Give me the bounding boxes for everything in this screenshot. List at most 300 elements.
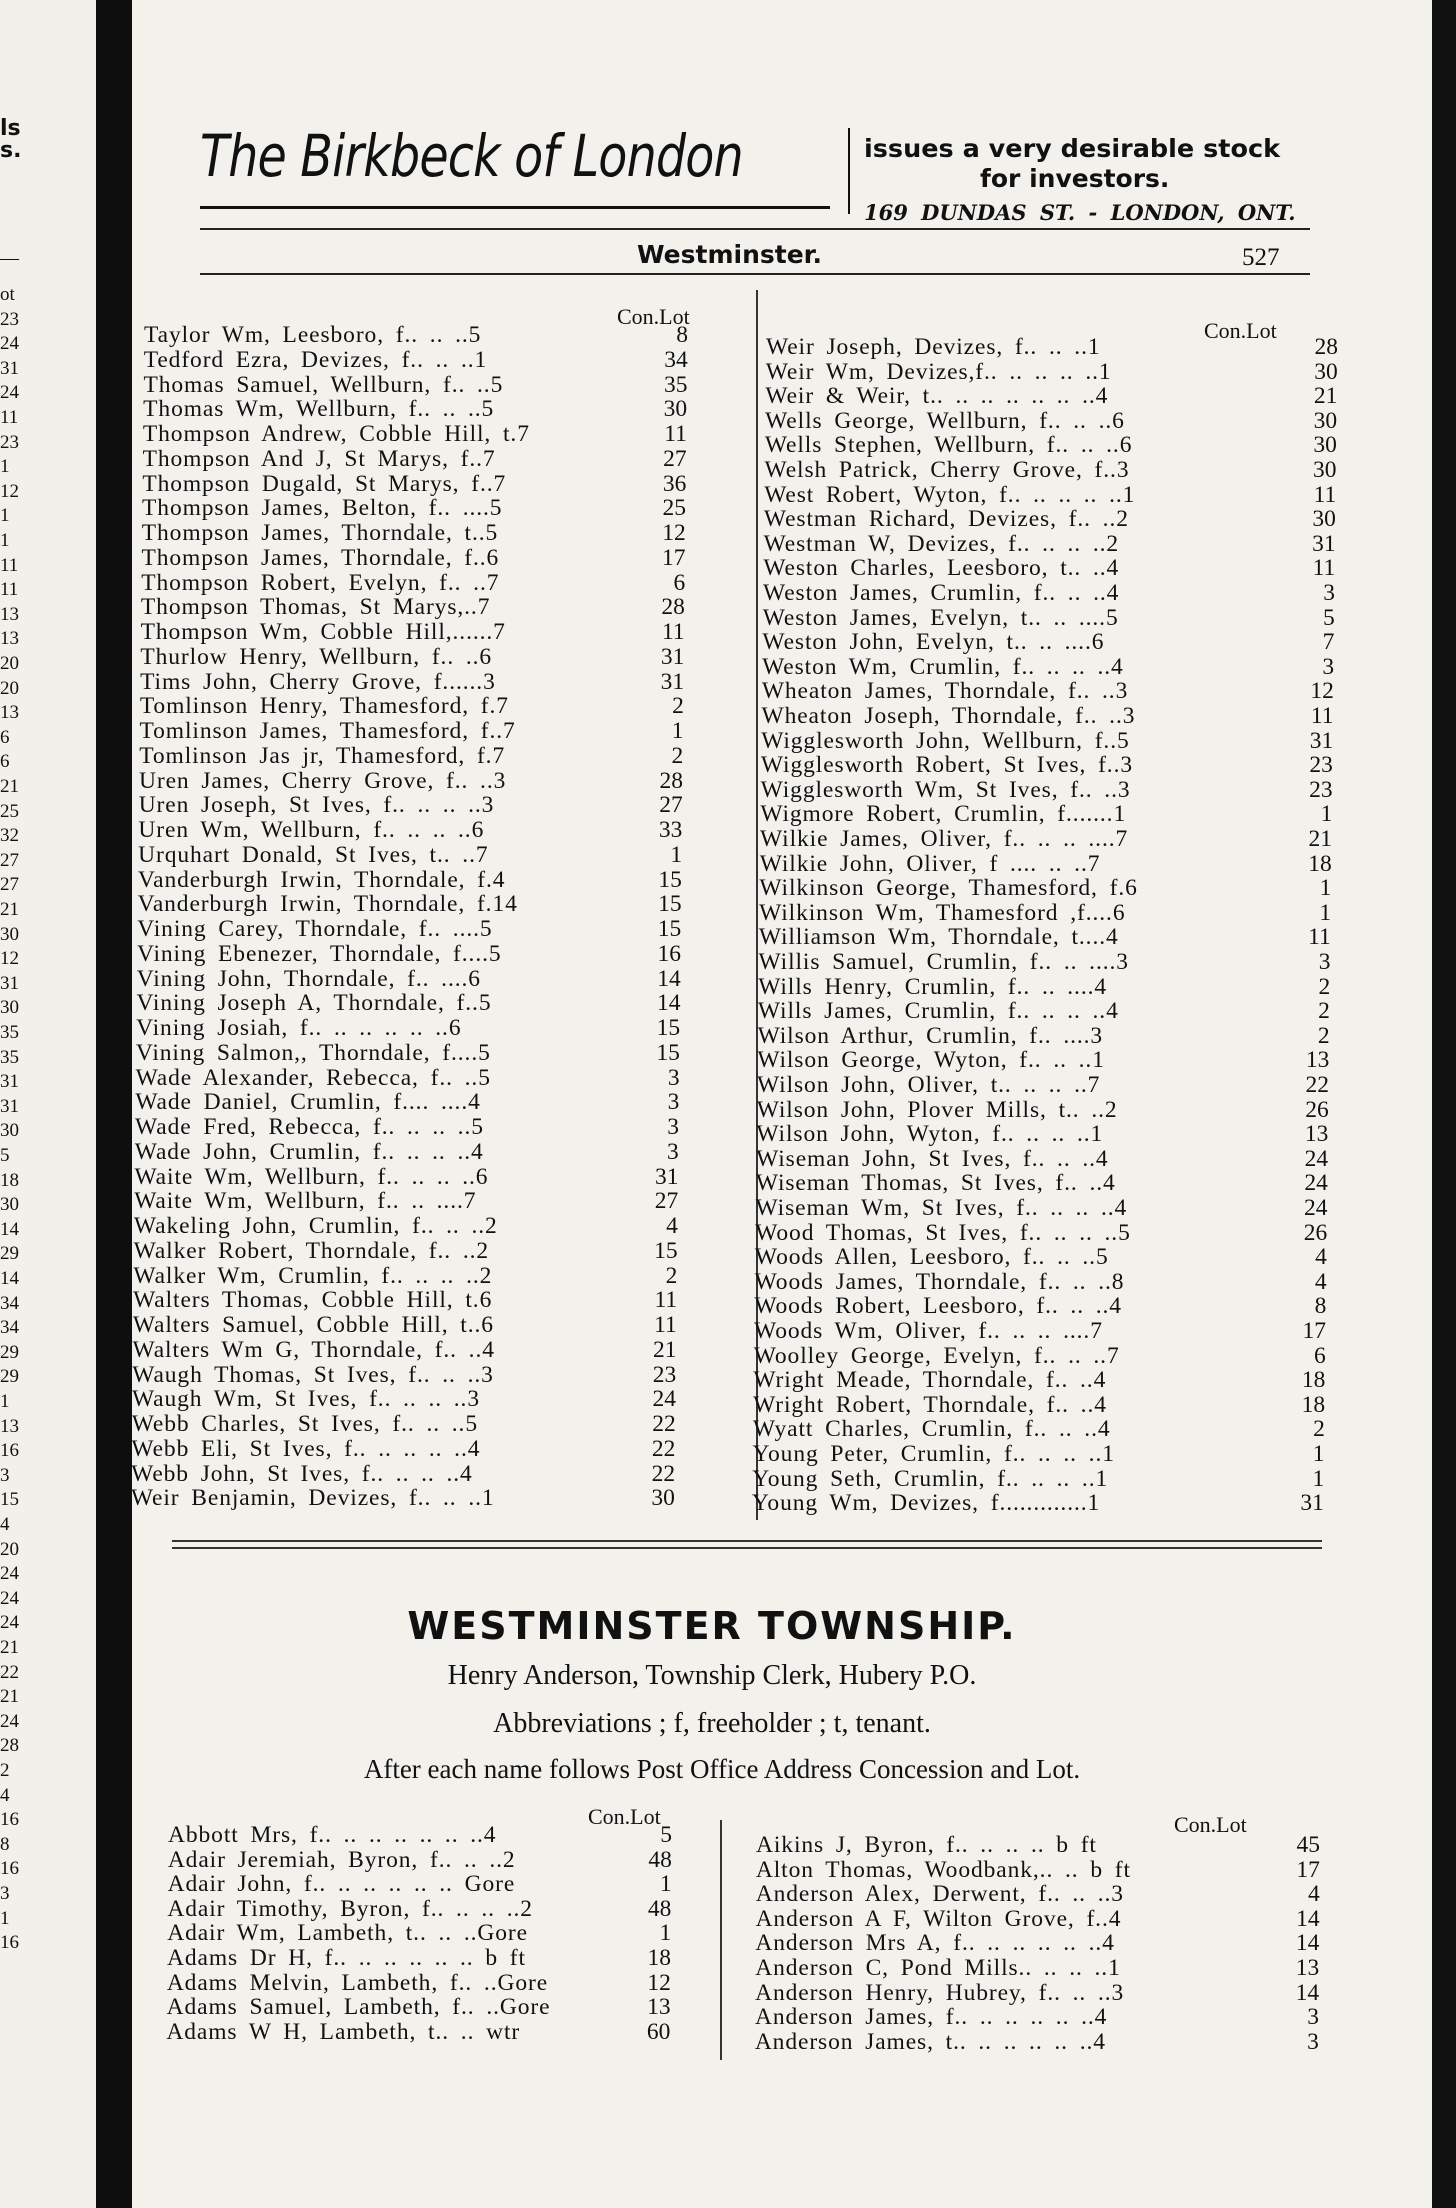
entry-name: Tims John, Cherry Grove, f......3	[140, 668, 496, 695]
entry-name: Thurlow Henry, Wellburn, f.. ..6	[140, 643, 493, 670]
strip-number: 4	[0, 1784, 10, 1806]
entry-name: Woods Wm, Oliver, f.. .. .. ....7	[754, 1318, 1103, 1344]
strip-number: 13	[0, 603, 19, 625]
entry-name: Wyatt Charles, Crumlin, f.. .. ..4	[752, 1416, 1111, 1443]
entry-name: Adair Wm, Lambeth, t.. .. ..Gore	[167, 1920, 528, 1947]
bottom-column-divider	[720, 1820, 722, 2060]
entry-lot: 4	[1314, 1268, 1327, 1295]
con-lot-header-bottom-left: Con.Lot	[588, 1804, 661, 1829]
entry-name: Thompson Thomas, St Marys,..7	[140, 594, 491, 621]
entry-name: Wigglesworth John, Wellburn, f..5	[761, 727, 1130, 754]
entry-name: Walker Robert, Thorndale, f.. ..2	[133, 1237, 490, 1264]
entry-name: Wade Daniel, Crumlin, f.... ....4	[135, 1089, 481, 1116]
strip-number: 16	[0, 1809, 19, 1831]
entry-name: Adair Jeremiah, Byron, f.. .. ..2	[167, 1846, 516, 1873]
entry-name: Abbott Mrs, f.. .. .. .. .. .. ..4	[168, 1822, 497, 1848]
entry-name: Young Wm, Devizes, f.............1	[751, 1490, 1101, 1517]
entry-lot: 7	[1322, 629, 1335, 656]
entry-name: Wilkinson George, Thamesford, f.6	[759, 875, 1138, 902]
entry-lot: 11	[654, 1287, 678, 1314]
entry-name: Adams Melvin, Lambeth, f.. ..Gore	[166, 1969, 549, 1996]
entry-name: Wilkie John, Oliver, f .... .. ..7	[759, 850, 1101, 877]
entry-lot: 6	[1313, 1342, 1326, 1369]
entry-lot: 3	[667, 1138, 679, 1165]
entry-lot: 18	[1308, 850, 1332, 877]
entry-name: Weir Joseph, Devizes, f.. .. ..1	[766, 334, 1101, 360]
advertisement-banner	[200, 118, 1310, 225]
entry-name: Woolley George, Evelyn, f.. .. ..7	[753, 1342, 1120, 1369]
entry-lot: 11	[1312, 555, 1336, 582]
entry-lot: 1	[1319, 875, 1332, 902]
strip-number: ot	[0, 284, 15, 305]
entry-name: Adair Timothy, Byron, f.. .. .. ..2	[167, 1895, 533, 1922]
entry-name: Thompson Andrew, Cobble Hill, t.7	[142, 421, 530, 447]
entry-lot: 28	[659, 767, 683, 794]
entry-lot: 11	[1310, 703, 1334, 729]
strip-number: 23	[0, 431, 19, 453]
strip-number: 2	[0, 1760, 10, 1781]
entry-name: Tedford Ezra, Devizes, f.. .. ..1	[143, 346, 488, 373]
entry-name: Wills James, Crumlin, f.. .. .. ..4	[757, 998, 1119, 1025]
entry-lot: 11	[664, 421, 687, 447]
entry-name: Weir Benjamin, Devizes, f.. .. ..1	[130, 1485, 495, 1512]
strip-number: 30	[0, 1194, 19, 1216]
strip-number: 31	[0, 1071, 19, 1093]
entry-name: Welsh Patrick, Cherry Grove, f..3	[764, 457, 1130, 483]
entry-lot: 27	[654, 1188, 679, 1215]
strip-number: 6	[0, 726, 10, 748]
strip-number: 13	[0, 702, 19, 724]
entry-name: Uren Wm, Wellburn, f.. .. .. ..6	[138, 817, 485, 843]
entry-lot: 4	[666, 1213, 678, 1239]
strip-number: 4	[0, 1514, 10, 1535]
entry-lot: 3	[1323, 580, 1335, 606]
entry-name: Vining Josiah, f.. .. .. .. .. ..6	[136, 1015, 462, 1041]
section-rule-2	[172, 1547, 1322, 1549]
entry-name: Westman W, Devizes, f.. .. .. ..2	[763, 530, 1120, 557]
strip-number: 8	[0, 1833, 10, 1855]
entry-name: Thompson Wm, Cobble Hill,......7	[140, 619, 506, 645]
strip-number: 35	[0, 1022, 19, 1043]
strip-number: 21	[0, 1637, 19, 1658]
strip-number: 5	[0, 1145, 10, 1166]
entry-lot: 28	[1314, 334, 1338, 360]
entry-name: Weston Charles, Leesboro, t.. ..4	[763, 555, 1120, 582]
entry-name: Walters Thomas, Cobble Hill, t.6	[133, 1287, 493, 1314]
entry-name: Woods Robert, Leesboro, f.. .. ..4	[754, 1293, 1122, 1320]
entry-lot: 1	[670, 841, 683, 868]
entry-name: Tomlinson James, Thamesford, f..7	[139, 718, 516, 744]
entry-name: Williamson Wm, Thorndale, t....4	[758, 924, 1119, 951]
entry-lot: 8	[676, 322, 688, 348]
entry-lot: 22	[1305, 1072, 1329, 1098]
entry-lot: 15	[658, 866, 682, 893]
entry-name: Anderson C, Pond Mills.. .. .. ..1	[755, 1955, 1121, 1981]
entry-name: Walters Samuel, Cobble Hill, t..6	[132, 1312, 494, 1338]
strip-number: 1	[0, 1907, 10, 1929]
strip-number: 11	[0, 579, 19, 601]
entry-lot: 3	[1307, 2004, 1319, 2031]
con-lot-header-left: Con.Lot	[617, 304, 690, 329]
entry-lot: 31	[1309, 727, 1334, 754]
entry-name: Adams Samuel, Lambeth, f.. ..Gore	[166, 1994, 551, 2021]
entry-lot: 34	[664, 346, 688, 373]
strip-number: 28	[0, 1735, 19, 1757]
strip-number: 1	[0, 1391, 10, 1412]
entry-name: Alton Thomas, Woodbank,.. .. b ft	[755, 1856, 1131, 1883]
entry-lot: 2	[1318, 973, 1331, 1000]
entry-name: Vining Salmon,, Thorndale, f....5	[135, 1039, 491, 1066]
entry-name: Thomas Samuel, Wellburn, f.. ..5	[143, 371, 504, 398]
strip-number: s.	[0, 138, 22, 163]
entry-name: Vining Ebenezer, Thorndale, f....5	[137, 940, 502, 967]
entry-lot: 2	[671, 742, 684, 769]
entry-name: Wiseman John, St Ives, f.. .. ..4	[756, 1145, 1109, 1172]
entry-name: Thompson Dugald, St Marys, f..7	[142, 470, 507, 497]
entry-lot: 31	[660, 668, 685, 695]
entry-name: Wiseman Thomas, St Ives, f.. ..4	[755, 1170, 1116, 1197]
entry-lot: 1	[1319, 899, 1332, 926]
entry-name: Walters Wm G, Thorndale, f.. ..4	[132, 1336, 495, 1363]
entry-lot: 30	[663, 396, 688, 423]
entry-lot: 30	[651, 1485, 675, 1512]
entry-lot: 21	[1308, 826, 1332, 852]
strip-number: 25	[0, 800, 19, 822]
entry-name: Wade Fred, Rebecca, f.. .. .. ..5	[135, 1114, 484, 1140]
entry-name: Woods Allen, Leesboro, f.. .. ..5	[754, 1244, 1109, 1271]
strip-number: 31	[0, 1095, 19, 1117]
entry-name: Wells Stephen, Wellburn, f.. .. ..6	[764, 432, 1133, 459]
entry-name: Wilson John, Wyton, f.. .. .. ..1	[756, 1121, 1104, 1148]
entry-name: Vanderburgh Irwin, Thorndale, f.14	[137, 891, 518, 918]
entry-name: Thompson Robert, Evelyn, f.. ..7	[141, 569, 500, 596]
entry-lot: 36	[662, 470, 687, 497]
entry-lot: 15	[654, 1237, 678, 1264]
entry-lot: 3	[1318, 949, 1331, 975]
strip-number: 24	[0, 1612, 19, 1634]
entry-lot: 24	[1304, 1170, 1328, 1197]
entry-name: Westman Richard, Devizes, f.. ..2	[763, 506, 1129, 533]
entry-name: Wells George, Wellburn, f.. .. ..6	[765, 407, 1125, 434]
entry-name: Uren James, Cherry Grove, f.. ..3	[138, 767, 507, 794]
entry-lot: 3	[1307, 2028, 1319, 2055]
entry-name: Aikins J, Byron, f.. .. .. .. b ft	[756, 1832, 1097, 1858]
entry-name: Adair John, f.. .. .. .. .. .. Gore	[167, 1871, 516, 1898]
strip-number: 24	[0, 382, 19, 404]
strip-number: 21	[0, 1686, 19, 1708]
strip-number: 1	[0, 530, 10, 551]
strip-number: 12	[0, 480, 19, 502]
ad-title: The Birkbeck of London	[200, 122, 743, 190]
entry-name: Anderson Mrs A, f.. .. .. .. .. ..4	[755, 1930, 1115, 1957]
address-order-note: After each name follows Post Office Address Concession and Lot.	[363, 1754, 1081, 1784]
entry-lot: 31	[1300, 1490, 1324, 1517]
entry-name: Anderson A F, Wilton Grove, f..4	[755, 1905, 1122, 1932]
entry-name: Thompson And J, St Marys, f..7	[142, 445, 496, 472]
entry-lot: 1	[671, 718, 684, 744]
running-head: Westminster.	[637, 240, 822, 269]
header-rule-bottom	[200, 273, 1310, 275]
entry-lot: 45	[1296, 1832, 1320, 1858]
ad-tagline-1: issues a very desirable stock	[864, 134, 1281, 163]
adjacent-page-strip	[0, 0, 96, 2208]
strip-number: 22	[0, 1661, 19, 1683]
strip-number: 30	[0, 1120, 19, 1142]
ad-underline	[200, 206, 830, 209]
entry-lot: 60	[646, 2018, 671, 2045]
entry-lot: 2	[1318, 998, 1330, 1025]
entry-lot: 30	[1313, 457, 1337, 483]
entry-lot: 2	[665, 1262, 678, 1289]
entry-lot: 14	[1295, 1979, 1320, 2006]
entry-name: Tomlinson Henry, Thamesford, f.7	[139, 693, 509, 720]
strip-number: 20	[0, 653, 19, 674]
entry-name: Weston James, Crumlin, f.. .. ..4	[763, 580, 1120, 606]
header-rule-top	[200, 228, 1310, 230]
entry-lot: 11	[654, 1312, 677, 1338]
entry-name: Thompson James, Thorndale, f..6	[141, 544, 500, 571]
strip-number: 30	[0, 923, 19, 945]
entry-name: Thompson James, Thorndale, t..5	[141, 520, 499, 546]
ad-divider	[848, 128, 850, 214]
strip-number: 13	[0, 628, 19, 650]
strip-number: 6	[0, 751, 10, 773]
entry-name: Wright Meade, Thorndale, f.. ..4	[753, 1367, 1107, 1394]
entry-lot: 1	[1312, 1441, 1325, 1467]
entry-name: Tomlinson Jas jr, Thamesford, f.7	[139, 742, 506, 769]
entry-name: Young Seth, Crumlin, f.. .. .. ..1	[752, 1465, 1109, 1492]
entry-name: Wilson Arthur, Crumlin, f.. ....3	[757, 1022, 1104, 1049]
entry-lot: 17	[1296, 1856, 1320, 1883]
entry-lot: 11	[1308, 924, 1331, 951]
entry-name: Wigmore Robert, Crumlin, f.......1	[760, 801, 1127, 828]
ad-address: 169 DUNDAS ST. - LONDON, ONT.	[864, 200, 1296, 225]
entry-lot: 3	[1322, 653, 1335, 680]
strip-number: 20	[0, 1538, 19, 1560]
strip-number: 35	[0, 1046, 19, 1068]
entry-name: Anderson James, f.. .. .. .. .. ..4	[754, 2004, 1108, 2031]
entry-lot: 2	[1313, 1416, 1325, 1443]
entry-lot: 31	[654, 1163, 679, 1190]
entry-name: Wilson John, Plover Mills, t.. ..2	[756, 1096, 1118, 1123]
strip-number: 24	[0, 1710, 19, 1732]
entry-lot: 3	[667, 1114, 680, 1140]
entry-name: Wheaton Joseph, Thorndale, f.. ..3	[761, 703, 1136, 729]
entry-name: Webb John, St Ives, f.. .. .. ..4	[131, 1460, 473, 1487]
directory-page	[132, 0, 1432, 2208]
entry-name: Woods James, Thorndale, f.. .. ..8	[754, 1268, 1125, 1295]
entry-lot: 35	[663, 371, 688, 398]
strip-number: 21	[0, 899, 19, 920]
strip-number: 3	[0, 1883, 10, 1904]
strip-number: 31	[0, 357, 19, 379]
entry-lot: 48	[648, 1846, 672, 1873]
entry-name: Vanderburgh Irwin, Thorndale, f.4	[137, 866, 506, 893]
entry-lot: 13	[1305, 1047, 1330, 1074]
con-lot-header-bottom-right: Con.Lot	[1174, 1812, 1247, 1837]
entry-lot: 2	[672, 693, 684, 720]
section-rule-1	[172, 1540, 1322, 1542]
entry-name: Waite Wm, Wellburn, f.. .. .. ..6	[134, 1163, 489, 1190]
entry-lot: 22	[651, 1435, 676, 1462]
entry-lot: 18	[647, 1945, 671, 1971]
entry-lot: 15	[657, 916, 682, 942]
entry-name: Wade Alexander, Rebecca, f.. ..5	[135, 1064, 491, 1091]
entry-lot: 26	[1303, 1219, 1328, 1246]
entry-lot: 25	[662, 495, 687, 522]
entry-lot: 24	[1304, 1195, 1328, 1221]
right-column-list	[751, 334, 1362, 1534]
entry-name: Young Peter, Crumlin, f.. .. .. ..1	[752, 1441, 1115, 1467]
strip-number: 29	[0, 1341, 19, 1363]
entry-lot: 23	[652, 1361, 677, 1388]
strip-number: 16	[0, 1440, 19, 1462]
entry-name: Wilkinson Wm, Thamesford ,f....6	[759, 899, 1126, 926]
strip-number: 3	[0, 1464, 10, 1486]
entry-lot: 30	[1313, 432, 1337, 459]
strip-number: 24	[0, 333, 19, 355]
entry-name: Uren Joseph, St Ives, f.. .. .. ..3	[138, 792, 495, 819]
left-column-list	[130, 322, 724, 1522]
entry-lot: 3	[667, 1064, 680, 1091]
strip-number: —	[0, 248, 19, 269]
entry-lot: 2	[1317, 1022, 1330, 1049]
strip-number: 24	[0, 1563, 19, 1585]
bottom-right-list	[754, 1832, 1320, 2072]
entry-lot: 18	[1301, 1391, 1326, 1418]
entry-lot: 23	[1309, 776, 1333, 803]
entry-lot: 1	[1320, 801, 1333, 828]
entry-lot: 14	[1295, 1930, 1320, 1957]
entry-name: Wakeling John, Crumlin, f.. .. ..2	[133, 1213, 498, 1239]
entry-lot: 48	[647, 1895, 672, 1922]
entry-name: Walker Wm, Crumlin, f.. .. .. ..2	[133, 1262, 493, 1289]
strip-number: 20	[0, 677, 19, 699]
entry-name: Anderson Henry, Hubrey, f.. .. ..3	[755, 1979, 1125, 2006]
entry-lot: 15	[658, 891, 682, 918]
entry-lot: 12	[662, 520, 686, 546]
entry-lot: 14	[1296, 1905, 1320, 1932]
entry-name: Weston John, Evelyn, t.. .. ....6	[762, 629, 1105, 656]
entry-lot: 14	[656, 990, 681, 1017]
entry-lot: 17	[661, 544, 686, 571]
strip-number: 30	[0, 997, 19, 1019]
entry-lot: 1	[659, 1871, 672, 1898]
entry-name: West Robert, Wyton, f.. .. .. .. ..1	[764, 481, 1136, 508]
con-lot-header-right: Con.Lot	[1204, 318, 1277, 343]
entry-lot: 17	[1302, 1318, 1326, 1344]
entry-name: Willis Samuel, Crumlin, f.. .. ....3	[758, 949, 1129, 975]
entry-name: Wood Thomas, St Ives, f.. .. .. ..5	[755, 1219, 1131, 1246]
entry-name: Waite Wm, Wellburn, f.. .. ....7	[134, 1188, 477, 1215]
entry-lot: 30	[1314, 358, 1338, 385]
entry-name: Wilson George, Wyton, f.. .. ..1	[757, 1047, 1105, 1074]
strip-number: 29	[0, 1243, 19, 1265]
entry-lot: 27	[663, 445, 687, 472]
entry-lot: 30	[1312, 506, 1336, 533]
entry-lot: 5	[660, 1822, 672, 1848]
entry-name: Webb Eli, St Ives, f.. .. .. .. ..4	[131, 1435, 481, 1462]
entry-name: Urquhart Donald, St Ives, t.. ..7	[138, 841, 489, 868]
strip-number: 11	[0, 554, 19, 576]
entry-lot: 1	[1312, 1465, 1325, 1492]
entry-name: Weston James, Evelyn, t.. .. ....5	[762, 604, 1119, 631]
entry-name: Waugh Thomas, St Ives, f.. .. ..3	[132, 1361, 494, 1388]
entry-name: Wheaton James, Thorndale, f.. ..3	[761, 678, 1129, 705]
strip-number: 13	[0, 1415, 19, 1437]
entry-name: Vining Carey, Thorndale, f.. ....5	[137, 916, 493, 942]
entry-name: Wade John, Crumlin, f.. .. .. ..4	[134, 1138, 484, 1165]
ad-tagline-2: for investors.	[980, 164, 1170, 193]
strip-number: 27	[0, 874, 19, 896]
strip-number: 32	[0, 825, 19, 847]
township-clerk: Henry Anderson, Township Clerk, Hubery P.O.	[447, 1660, 977, 1691]
strip-number: 12	[0, 948, 19, 970]
bottom-left-list	[168, 1822, 704, 2062]
entry-name: Taylor Wm, Leesboro, f.. .. ..5	[144, 322, 482, 348]
right-page-edge	[1432, 0, 1456, 2208]
strip-number: 1	[0, 505, 10, 527]
strip-number: 18	[0, 1169, 19, 1191]
entry-lot: 21	[1313, 383, 1338, 410]
abbreviations-note: Abbreviations ; f, freeholder ; t, tenant.	[493, 1708, 931, 1739]
entry-name: Weir Wm, Devizes,f.. .. .. .. ..1	[765, 358, 1112, 385]
entry-lot: 31	[660, 643, 685, 670]
strip-number: 34	[0, 1292, 19, 1314]
strip-number: 16	[0, 1858, 19, 1880]
entry-name: Wigglesworth Wm, St Ives, f.. ..3	[760, 776, 1131, 803]
strip-number: 29	[0, 1366, 19, 1388]
entry-lot: 13	[1295, 1955, 1320, 1981]
strip-number: ls	[0, 116, 21, 141]
strip-number: 23	[0, 308, 19, 330]
entry-name: Wilson John, Oliver, t.. .. .. ..7	[757, 1072, 1101, 1098]
strip-number: 21	[0, 776, 19, 797]
entry-name: Adams W H, Lambeth, t.. .. wtr	[166, 2018, 521, 2045]
entry-lot: 33	[658, 817, 683, 843]
entry-name: Webb Charles, St Ives, f.. .. ..5	[131, 1411, 478, 1437]
entry-lot: 23	[1309, 752, 1333, 779]
entry-lot: 31	[1312, 530, 1336, 557]
entry-lot: 6	[673, 569, 686, 596]
strip-number: 27	[0, 849, 19, 871]
entry-name: Anderson James, t.. .. .. .. .. ..4	[754, 2028, 1106, 2055]
entry-name: Weir & Weir, t.. .. .. .. .. .. ..4	[765, 383, 1109, 410]
entry-lot: 14	[657, 965, 681, 992]
entry-lot: 21	[653, 1336, 677, 1363]
entry-name: Wills Henry, Crumlin, f.. .. ....4	[758, 973, 1108, 1000]
strip-number: 11	[0, 407, 19, 428]
entry-name: Thompson James, Belton, f.. ....5	[142, 495, 503, 522]
entry-name: Weston Wm, Crumlin, f.. .. .. ..4	[762, 653, 1124, 680]
entry-name: Wilkie James, Oliver, f.. .. .. ....7	[760, 826, 1129, 852]
entry-lot: 4	[1307, 1881, 1320, 1908]
entry-lot: 22	[652, 1411, 676, 1437]
entry-lot: 11	[662, 619, 685, 645]
entry-name: Wright Robert, Thorndale, f.. ..4	[753, 1391, 1107, 1418]
strip-number: 15	[0, 1489, 19, 1511]
entry-lot: 22	[651, 1460, 676, 1487]
entry-lot: 24	[652, 1386, 676, 1413]
entry-name: Vining John, Thorndale, f.. ....6	[136, 965, 481, 992]
entry-lot: 4	[1315, 1244, 1327, 1271]
entry-lot: 11	[1313, 481, 1337, 508]
page-number: 527	[1242, 244, 1280, 271]
entry-lot: 1	[659, 1920, 672, 1947]
strip-number: 14	[0, 1218, 19, 1240]
strip-number: 16	[0, 1932, 19, 1954]
entry-lot: 15	[656, 1015, 681, 1041]
